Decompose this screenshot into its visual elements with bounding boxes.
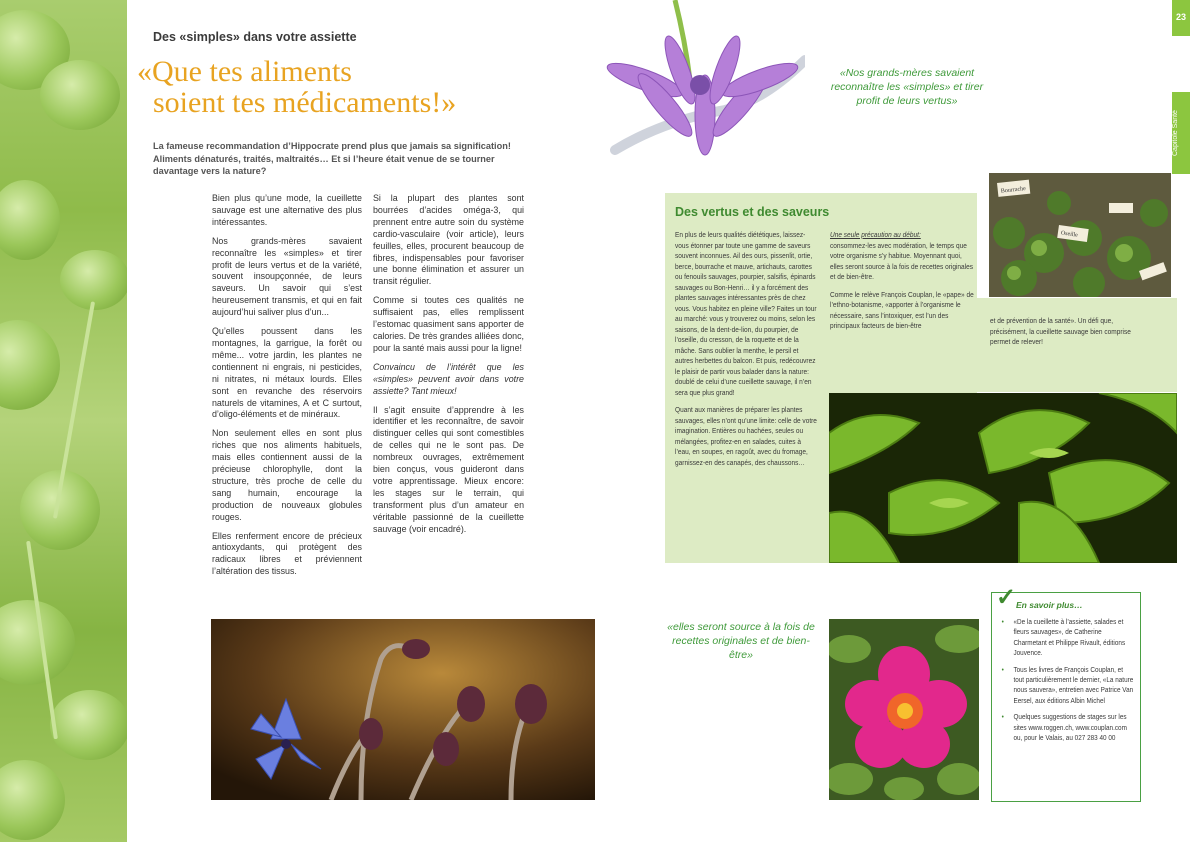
paragraph-italic: Convaincu de l’intérêt que les «simples» peuvent avoir dans votre assiette? Tant mieux! bbox=[373, 361, 524, 396]
article-column-2 bbox=[373, 193, 524, 542]
paragraph: Nos grands-mères savaient reconnaître les «simples» et tirer profit de leurs vertus et de la variété, souvent insoupçonnée, de leurs saveurs. Un savoir qui s’est heureusement transmis, et qui en fait aujourd’hui saliver plus d’un... bbox=[212, 235, 362, 318]
paragraph: En plus de leurs qualités diététiques, laissez-vous étonner par toute une gamme de saveurs souvent inconnues. Ail des ours, pissenlit, ortie, berce, bourrache et mauve, artichauts, carottes ou fenouils sauvages, pourpier, salsifis, épinards sauvages ou Bon-Henri… il y a forcément des plantes sauvages intéressantes près de chez vous. Vous habitez en pleine ville? Faites un tour au marché: vous y trouverez ou moins, selon les saisons, de la dent-de-lion, du pourpier, de l’oseille, du cresson, de la roquette et de la mâche. Sans oublier la menthe, le persil et autres herbettes du balcon. Et puis, redécouvrez le plaisir de partir vous balader dans la nature: doublé de celui d’une cueillette sauvage, il n’en sera que plus grand! bbox=[675, 230, 817, 397]
precaution-lead: Une seule précaution au début: bbox=[830, 230, 921, 239]
nettle-image bbox=[829, 393, 1177, 563]
headline bbox=[137, 56, 456, 118]
flower-fork-image bbox=[575, 0, 805, 160]
list-item: • «De la cueillette à l’assiette, salades et fleurs sauvages», de Catherine Charmetant et Philippe Rivault, éditions Jouvence. bbox=[1000, 617, 1134, 659]
paragraph: Il s’agit ensuite d’apprendre à les identifier et les reconnaître, de savoir distinguer celles qui sont comestibles de celles qui ne le sont pas. De nombreux ouvrages, extrêmement bien conçus, vous guideront dans votre apprentissage. Mieux encore: les stages sur le terrain, qui transforment plus d’un amateur en véritable passionné de la cueillette sauvage (voir encadré). bbox=[373, 404, 524, 534]
list-item: • Tous les livres de François Couplan, et tout particulièrement le dernier, «La nature nous sauvera», entretien avec Patrice Van Eersel, aux éditions Albin Michel bbox=[1000, 665, 1134, 707]
nursery-label: Bourrache bbox=[1000, 186, 1027, 195]
list-item: • Quelques suggestions de stages sur les sites www.roggen.ch, www.couplan.com ou, pour le Valais, au 027 283 40 00 bbox=[1000, 712, 1134, 743]
purslane-flower-image bbox=[829, 619, 979, 800]
paragraph: Bien plus qu’une mode, la cueillette sauvage est une alternative des plus intéressantes. bbox=[212, 193, 362, 227]
kicker: Des «simples» dans votre assiette bbox=[153, 30, 357, 44]
vertus-column-1 bbox=[675, 230, 818, 475]
page-number: 23 bbox=[1172, 0, 1190, 36]
en-savoir-plus-box bbox=[991, 584, 1141, 802]
borage-image bbox=[211, 619, 595, 800]
vertus-column-2 bbox=[830, 230, 974, 339]
resources-list bbox=[1000, 617, 1134, 749]
check-mark-icon: ✓ bbox=[996, 584, 1017, 611]
en-savoir-plus-title: En savoir plus… bbox=[1016, 600, 1083, 610]
herb-nursery-image bbox=[989, 173, 1171, 297]
pull-quote-grand-meres: «Nos grands-mères savaient reconnaître les «simples» et tirer profit de leurs vertus» bbox=[830, 67, 984, 107]
article-column-1 bbox=[212, 193, 362, 585]
clover-photo bbox=[0, 0, 127, 842]
paragraph: Elles renferment encore de précieux antioxydants, qui protègent des radicaux libres et préviennent l’altération des tissus. bbox=[212, 530, 362, 577]
paragraph: Si la plupart des plantes sont bourrées d’acides oméga-3, qui prennent entre autre soin du système cardio-vasculaire (voir article), leurs feuilles, elles, procurent beaucoup de fibres, indispensables pour favoriser une bonne élimination et assurer un transit régulier. bbox=[373, 193, 524, 287]
headline-line-2: soient tes médicaments!» bbox=[153, 86, 457, 119]
intro-text: La fameuse recommandation d’Hippocrate prend plus que jamais sa signification! Aliments dénaturés, traités, maltraités… Et si l’heure était venue de se tourner davantage vers la nature? bbox=[153, 141, 511, 176]
paragraph: Non seulement elles en sont plus riches que nos aliments habituels, mais elles contiennent aussi de la précieuse chlorophylle, dont la structure, très proche de celle du sang humain, encourage la production de nouveaux globules rouges. bbox=[212, 428, 362, 522]
vertus-column-3 bbox=[990, 316, 1141, 355]
paragraph: Comme si toutes ces qualités ne suffisaient pas, elles remplissent l’estomac quasiment sans apporter de calories. De très grandes alliées donc, pour la santé mais aussi pour la ligne! bbox=[373, 295, 524, 353]
paragraph: Comme le relève François Couplan, le «pape» de l’ethno-botanisme, «apporter à l’organisme le nécessaire, sans l’intoxiquer, est l’un des principaux facteurs de bien-être bbox=[830, 289, 974, 330]
paragraph: consommez-les avec modération, le temps que votre organisme s’y habitue. Moyennant quoi, elles seront source à la fois de recettes originales et de bien-être. bbox=[830, 240, 974, 281]
paragraph: et de prévention de la santé». Un défi que, précisément, la cueillette sauvage bien comprise permet de relever! bbox=[990, 316, 1131, 346]
nursery-label: Oseille bbox=[1060, 230, 1079, 239]
section-label: Capitole Santé bbox=[1172, 92, 1190, 174]
paragraph: Quant aux manières de préparer les plantes sauvages, elles n’ont qu’une limite: celle de votre imagination. Entières ou hachées, seules ou mélangées, profitez-en en salades, cuites à l’eau, en soupes, en ragoût, avec du fromage, garnissez-en des canapés, des chaussons… bbox=[675, 405, 817, 467]
vertus-title: Des vertus et des saveurs bbox=[675, 205, 830, 219]
pull-quote-recettes: «elles seront source à la fois de recettes originales et de bien-être» bbox=[667, 621, 815, 661]
paragraph: Qu’elles poussent dans les montagnes, la garrigue, la forêt ou même... votre jardin, les plantes ne contiennent ni engrais, ni pesticides, ni nitrates, ni métaux lourds. Elles sont en revanche des réservoirs naturels de vitamines, A et C surtout, d’oligo-éléments et de minéraux. bbox=[212, 326, 362, 420]
headline-line-1: «Que tes aliments bbox=[137, 55, 352, 88]
